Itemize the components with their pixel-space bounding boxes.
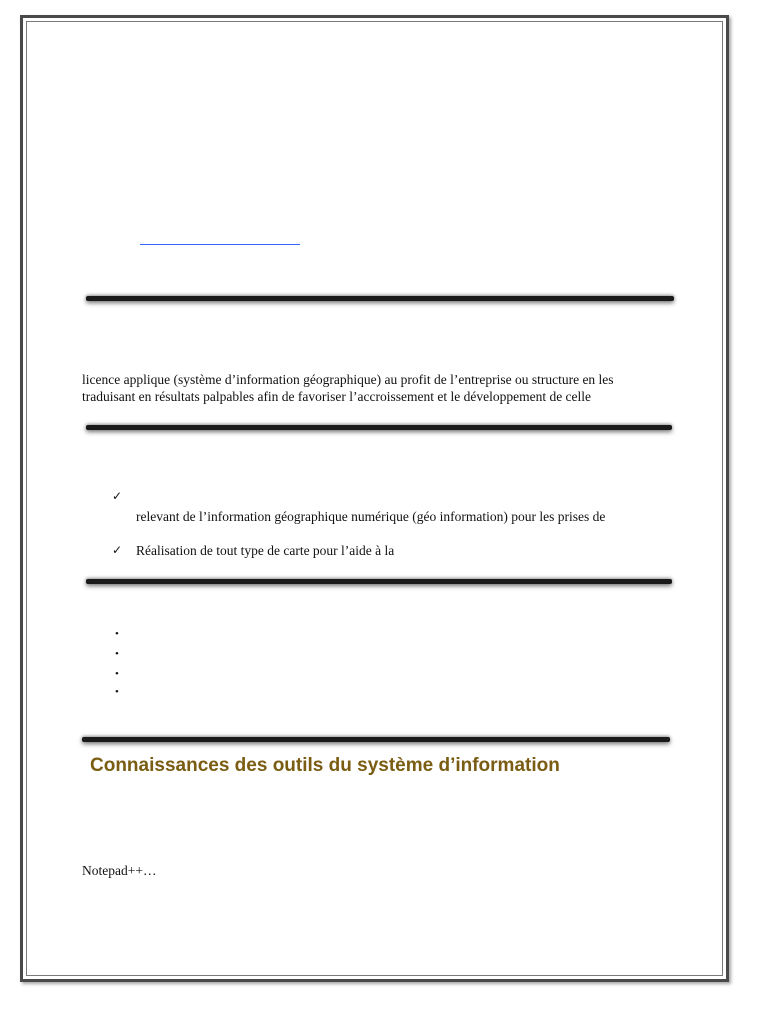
- page-border-inner: [26, 21, 723, 976]
- hyperlink-underline[interactable]: [140, 244, 300, 245]
- checkmark-icon: ✓: [112, 489, 123, 503]
- section-divider-4: [82, 737, 670, 742]
- section-divider-3: [86, 579, 672, 584]
- page-border: [20, 15, 729, 982]
- bullet-icon: •: [115, 648, 119, 660]
- bullet-icon: •: [115, 686, 119, 698]
- checklist-item-2: Réalisation de tout type de carte pour l’aide à la: [136, 543, 395, 558]
- checklist-item-1: relevant de l’information géographique numérique (géo information) pour les prises de: [136, 509, 606, 524]
- section-heading: Connaissances des outils du système d’information: [90, 755, 560, 776]
- tools-text: Notepad++…: [82, 863, 157, 878]
- bullet-icon: •: [115, 668, 119, 680]
- section-divider-1: [86, 296, 674, 301]
- section-divider-2: [86, 425, 672, 430]
- checkmark-icon: ✓: [112, 543, 123, 557]
- paragraph-line-1: licence applique (système d’information géographique) au profit de l’entreprise ou structure en les: [82, 372, 614, 387]
- paragraph-line-2: traduisant en résultats palpables afin de favoriser l’accroissement et le développement de celle: [82, 389, 592, 404]
- bullet-icon: •: [115, 628, 119, 640]
